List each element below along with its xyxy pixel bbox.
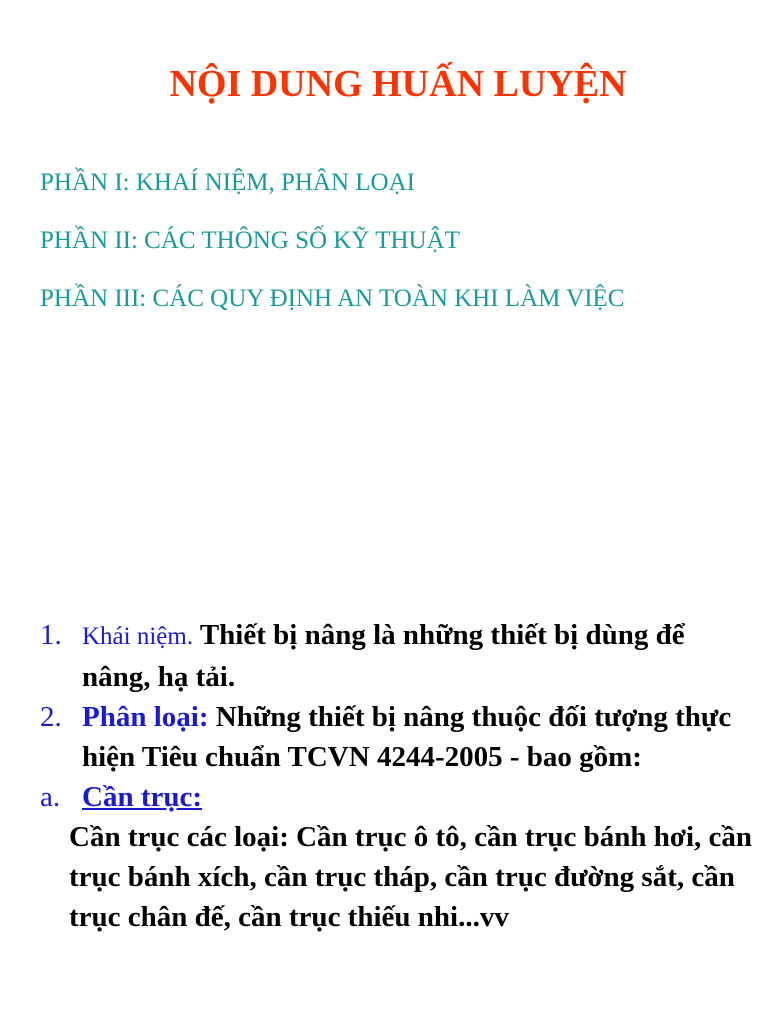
list-marker: 2.	[40, 701, 62, 733]
section-item-2: PHẦN II: CÁC THÔNG SỐ KỸ THUẬT	[40, 227, 460, 254]
classification-term: Phân loại:	[82, 701, 209, 733]
classification-text: Những thiết bị nâng thuộc đối tượng thực hiện Tiêu chuẩn TCVN 4244-2005 - bao gồm:	[82, 701, 732, 773]
crane-text: Cần trục các loại: Cần trục ô tô, cần trục bánh hơi, cần trục bánh xích, cần trục tháp, cần trục đường sắt, cần trục chân đế, cần trục thiếu nhi...vv	[69, 821, 753, 933]
section-list	[40, 164, 625, 338]
concept-term: Khái niệm.	[82, 623, 194, 650]
list-item-body	[82, 615, 755, 697]
section-item-1: PHẦN I: KHAÍ NIỆM, PHÂN LOẠI	[40, 169, 415, 196]
list-item-classification	[40, 697, 755, 777]
list-item-concept	[40, 615, 755, 697]
content-body	[40, 615, 755, 937]
concept-text: Thiết bị nâng là những thiết bị dùng để nâng, hạ tải.	[82, 619, 685, 693]
section-item-3: PHẦN III: CÁC QUY ĐỊNH AN TOÀN KHI LÀM VIỆC	[40, 285, 625, 312]
list-marker: a.	[40, 781, 61, 813]
list-item-crane	[40, 777, 755, 817]
list-marker: 1.	[40, 619, 62, 651]
crane-term: Cần trục:	[82, 781, 203, 813]
list-item-body	[82, 697, 755, 777]
slide-title: NỘI DUNG HUẤN LUYỆN	[169, 63, 627, 105]
list-item-body	[82, 777, 755, 817]
